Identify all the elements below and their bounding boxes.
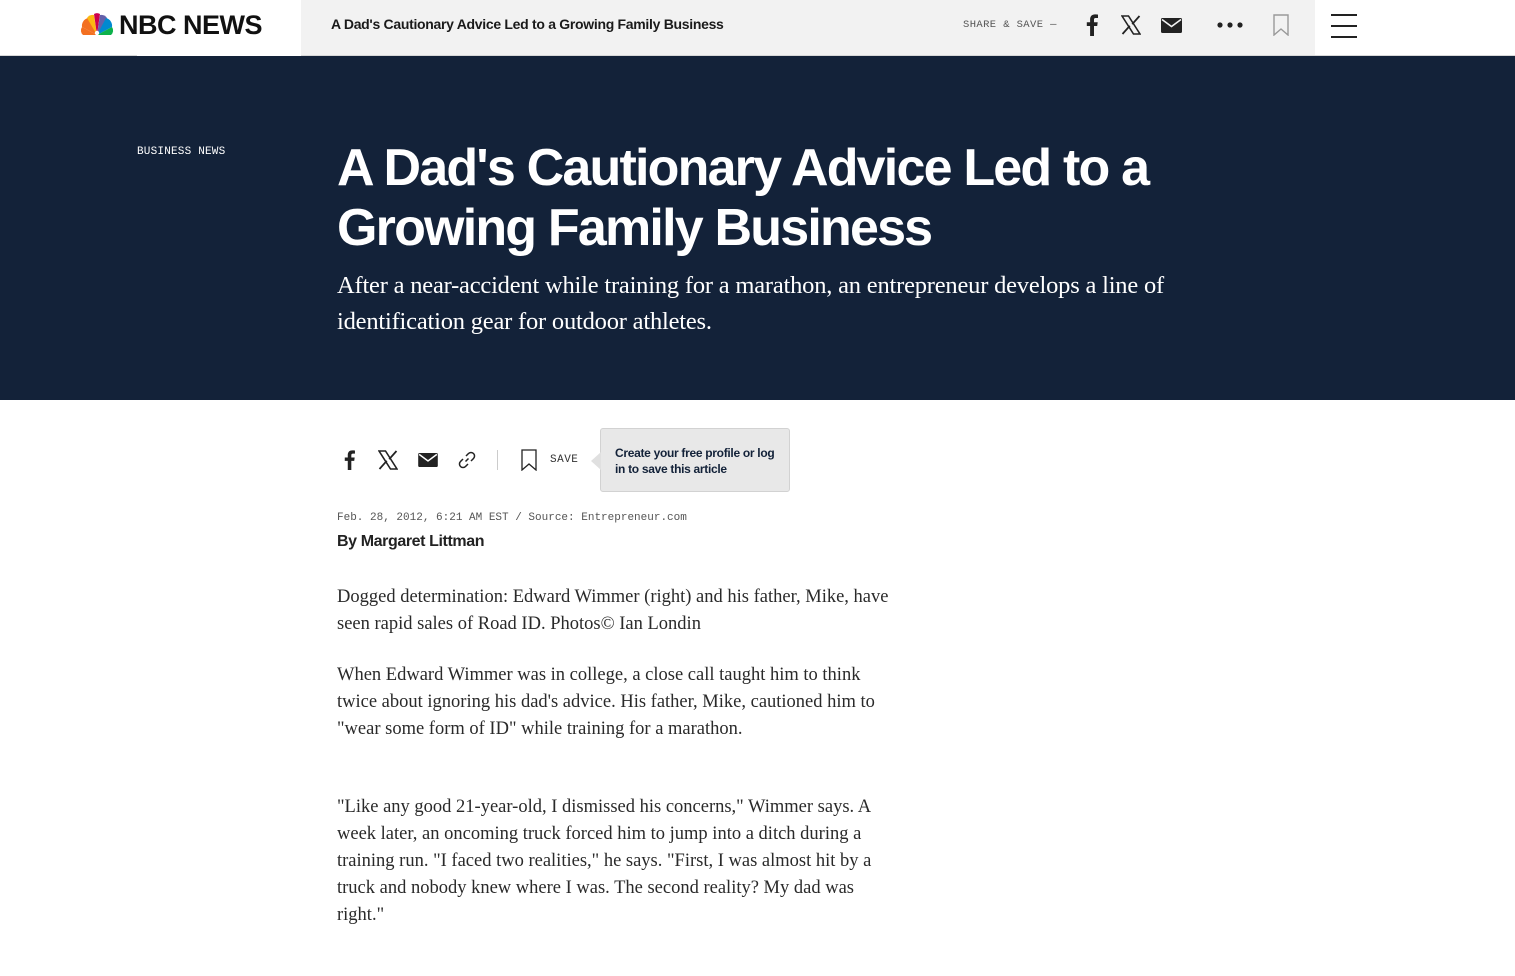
logo-wordmark: NBC NEWS	[119, 10, 262, 40]
sticky-article-title: A Dad's Cautionary Advice Led to a Growing Family Business	[331, 16, 724, 32]
email-icon	[418, 453, 438, 467]
hamburger-menu-icon-bar	[1331, 25, 1357, 27]
article-byline	[337, 533, 484, 551]
peacock-icon	[78, 13, 116, 37]
x-share-button[interactable]	[376, 445, 400, 475]
article-hero	[0, 56, 1515, 400]
byline-prefix: By	[337, 533, 357, 550]
header-bookmark-button[interactable]	[1268, 12, 1294, 38]
hamburger-menu-icon	[1331, 14, 1357, 16]
save-profile-tooltip-text: Create your free profile or log in to save this article	[615, 446, 775, 476]
section-label-link[interactable]: BUSINESS NEWS	[137, 146, 226, 158]
x-icon	[378, 450, 398, 470]
sticky-article-bar	[301, 0, 1315, 55]
header-more-options-button[interactable]	[1217, 12, 1243, 38]
bookmark-icon	[1273, 14, 1289, 36]
article-dek: After a near-accident while training for a marathon, an entrepreneur develops a line of identification gear for outdoor athletes.	[337, 272, 1164, 335]
hamburger-menu-button[interactable]	[1330, 12, 1358, 40]
more-icon	[1217, 22, 1243, 28]
author-link[interactable]: Margaret Littman	[360, 533, 485, 550]
header-email-share-button[interactable]	[1158, 12, 1184, 38]
save-profile-tooltip	[600, 428, 790, 492]
facebook-share-button[interactable]	[337, 445, 361, 475]
photo-caption: Dogged determination: Edward Wimmer (right) and his father, Mike, have seen rapid sales of Road ID. Photos© Ian Londin	[337, 587, 889, 634]
facebook-icon	[1086, 14, 1098, 36]
bookmark-icon	[521, 449, 537, 471]
x-icon	[1121, 15, 1141, 35]
copy-link-button[interactable]	[455, 445, 479, 475]
tooltip-arrow	[591, 452, 601, 470]
article-dateline: Feb. 28, 2012, 6:21 AM EST / Source: Entrepreneur.com	[337, 512, 687, 524]
share-divider	[497, 450, 498, 470]
link-icon	[457, 450, 477, 470]
article-headline: A Dad's Cautionary Advice Led to a Growing Family Business	[337, 139, 1149, 257]
header-facebook-share-button[interactable]	[1079, 12, 1105, 38]
hamburger-menu-icon-bar	[1331, 36, 1357, 38]
header-x-share-button[interactable]	[1118, 12, 1144, 38]
share-and-save-label: SHARE & SAVE —	[963, 19, 1057, 31]
nbc-news-logo[interactable]	[78, 11, 262, 39]
article-paragraph: "Like any good 21-year-old, I dismissed his concerns," Wimmer says. A week later, an oncoming truck forced him to jump into a ditch during a training run. "I faced two realities," he says. "First, I was almost hit by a truck and nobody knew where I was. The second reality? My dad was right."	[337, 797, 872, 925]
save-label[interactable]: SAVE	[550, 454, 579, 466]
site-header	[0, 0, 1515, 56]
save-bookmark-button[interactable]	[517, 445, 541, 475]
email-icon	[1161, 18, 1182, 33]
article-paragraph: When Edward Wimmer was in college, a close call taught him to think twice about ignoring his dad's advice. His father, Mike, cautioned him to "wear some form of ID" while training for a marathon.	[337, 665, 875, 739]
facebook-icon	[344, 450, 355, 470]
email-share-button[interactable]	[416, 445, 440, 475]
